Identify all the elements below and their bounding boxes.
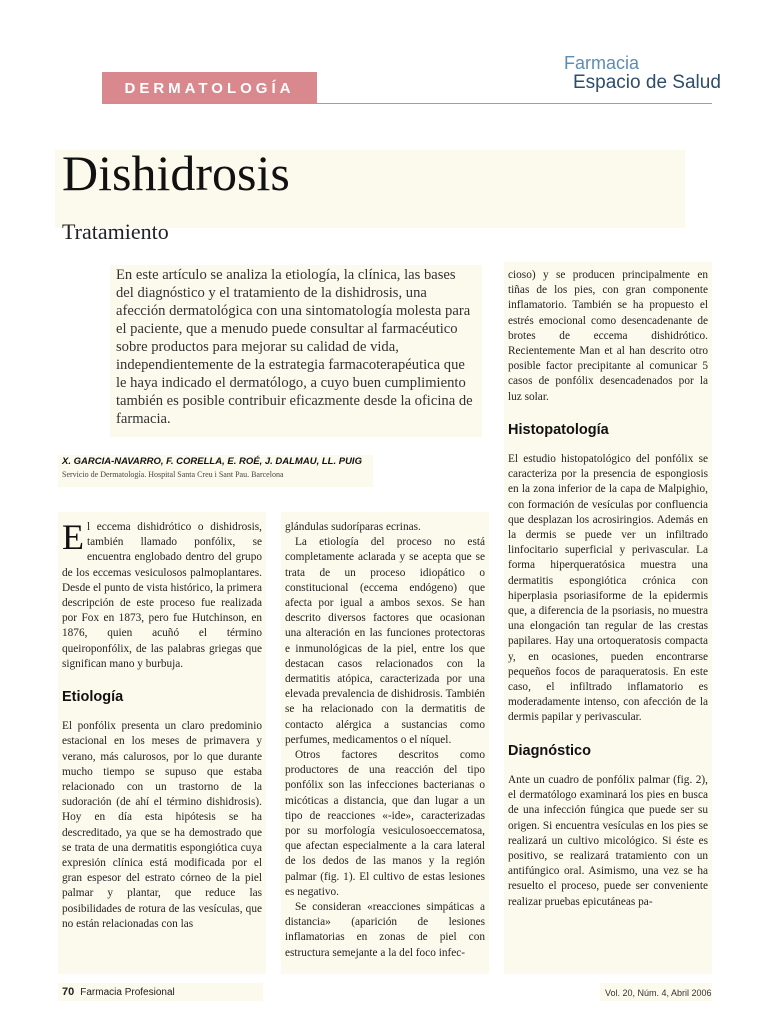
column-right [508, 268, 708, 910]
histopatologia-paragraph: El estudio histopatológico del ponfólix se caracteriza por la presencia de espongiosis en la zona inferior de la capa de Malpighio, con formación de vesículas por confluencia que desplazan los acrosiringios. Además en la dermis se puede ver un infiltrado linfocitario superficial y perivascular. La forma hiperqueratósica muestra una dermatitis espongiótica crónica con hiperplasia psoriasiforme de la epidermis que, a diferencia de la psoriasis, no muestra una elongación tan regular de las crestas papilares. Hay una ortoqueratosis compacta y, en ocasiones, pueden encontrarse pequeños focos de paraqueratosis. En este caso, el infiltrado inflamatorio es moderadamente intenso, con afección de la dermis papilar y perivascular. [508, 453, 708, 724]
heading-etiologia: Etiología [62, 689, 124, 706]
issue-info: Vol. 20, Núm. 4, Abril 2006 [605, 988, 712, 998]
footer-left [62, 986, 175, 998]
paragraph: Otros factores descritos como productores de una reacción del tipo ponfólix son las infecciones bacterianas o micóticas a distancia, que dan lugar a un tipo de reacciones «-ide», caracterizadas por su morfología vesiculosoeccematosa, que afectan especialmente a la cara lateral de los dedos de las manos y la región palmar (fig. 1). El cultivo de estas lesiones es negativo. [285, 749, 485, 898]
brand-line-2: Espacio de Salud [573, 72, 721, 93]
diagnostico-paragraph: Ante un cuadro de ponfólix palmar (fig. 2), el dermatólogo examinará los pies en busca de una infección fúngica que puede ser su origen. Si encuentra vesículas en los pies se realizará un cultivo micológico. Si éste es positivo, se realizará tratamiento con un antifúngico oral. Asimismo, una vez se ha resuelto el proceso, puede ser conveniente realizar pruebas epicutáneas pa- [508, 773, 708, 908]
article-lede: En este artículo se analiza la etiología, la clínica, las bases del diagnóstico y el tratamiento de la dishidrosis, una afección dermatológica con una sintomatología molesta para el paciente, que a menudo puede consultar al farmacéutico sobre productos para mejorar su calidad de vida, independientemente de la estrategia farmacoterapéutica que le haya indicado el dermatólogo, a cuyo buen cumplimiento también es posible contribuir eficazmente desde la oficina de farmacia. [116, 267, 473, 427]
brand-line-1: Farmacia [564, 53, 640, 73]
heading-histopatologia: Histopatología [508, 421, 609, 438]
drop-cap: E [62, 517, 84, 557]
journal-name: Farmacia Profesional [80, 987, 175, 998]
etiologia-paragraph: El ponfólix presenta un claro predominio estacional en los meses de primavera y verano, más calurosos, por lo que durante mucho tiempo se supuso que estaba relacionado con un trastorno de la sudoración (de ahí el término dishidrosis). Hoy en día esta hipótesis se ha descreditado, ya que se ha demostrado que se trata de una dermatitis espongiótica cuya expresión clínica está modificada por el gran espesor del estrato córneo de la piel palmar y plantar, que reduce las posibilidades de rotura de las vesículas, que no están relacionadas con las [62, 720, 262, 930]
article-title: Dishidrosis [62, 145, 290, 201]
article-subtitle: Tratamiento [62, 219, 169, 244]
paragraph-continuation: glándulas sudoríparas ecrinas. [285, 521, 421, 533]
paragraph-continuation: cioso) y se producen principalmente en tiñas de los pies, con gran componente inflamatorio. También se ha propuesto el estrés emocional como desencadenante de brotes de eccema dishidrótico. Recientemente Man et al han descrito otro posible factor precipitante al comunicar 5 casos de ponfólix desencadenados por la luz solar. [508, 269, 708, 403]
paragraph: La etiología del proceso no está completamente aclarada y se acepta que se trata de un proceso idiopático o constitucional (eccema endógeno) que afecta por igual a ambos sexos. Se han descrito diversos factores que ocasionan una alteración en las funciones protectoras e inmunológicas de la piel, entre los que destacan casos relacionados con la dermatitis atópica, caracterizada por una elevada prevalencia de dishidrosis. También se ha relacionado con la dermatitis de contacto alérgica a sustancias como perfumes, medicamentos o el níquel. [285, 536, 485, 746]
intro-text: l eccema dishidrótico o dishidrosis, también llamado ponfólix, se encuentra englobado dentro del grupo de los eccemas vesiculosos palmoplantares. Desde el punto de vista histórico, la primera descripción de este proceso fue realizada por Fox en 1873, pero fue Hutchinson, en 1876, quien acuñó el término queiroponfólix, de las palabras griegas que significan mano y burbuja. [62, 521, 262, 670]
column-left [62, 517, 262, 932]
column-middle [285, 520, 485, 961]
section-tab [102, 72, 317, 104]
paragraph: Se consideran «reacciones simpáticas a distancia» (aparición de lesiones inflamatorias en zonas de piel con estructura semejante a la del foco infec- [285, 901, 485, 959]
header-rule [102, 103, 712, 104]
section-label: DERMATOLOGÍA [124, 80, 295, 97]
affiliation: Servicio de Dermatología. Hospital Santa Creu i Sant Pau. Barcelona [62, 470, 284, 479]
authors: X. GARCIA-NAVARRO, F. CORELLA, E. ROÉ, J. DALMAU, LL. PUIG [62, 456, 362, 467]
heading-diagnostico: Diagnóstico [508, 742, 591, 759]
intro-paragraph [62, 517, 262, 672]
page-number: 70 [62, 986, 75, 998]
